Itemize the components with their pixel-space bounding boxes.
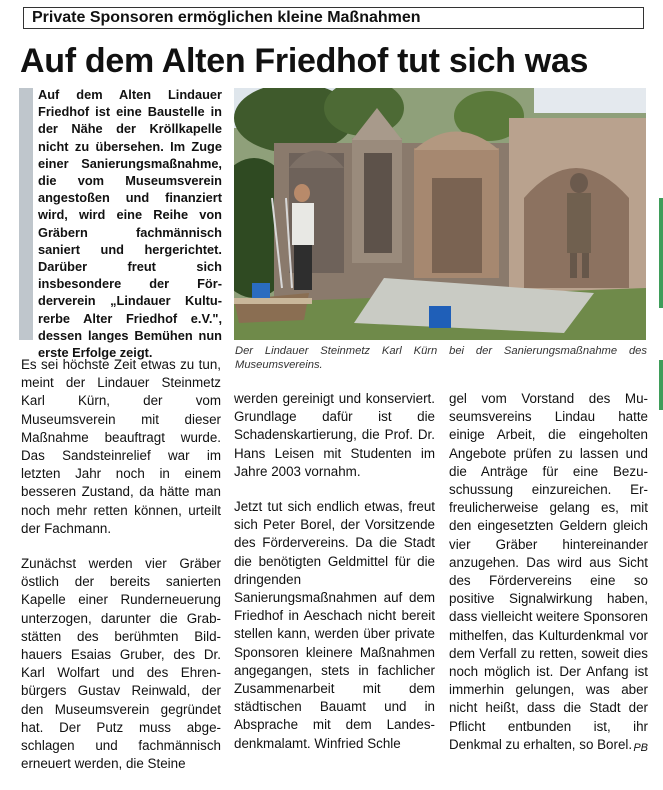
page-edge-marker	[659, 198, 663, 308]
body-column-3	[449, 390, 648, 757]
lead-paragraph: Auf dem Alten Lindauer Friedhof ist eine Baustelle in der Nähe der Kröllkapelle nicht zu übersehen. Im Zuge einer Sanierungsmaßnahme, die vom Museumsverein angestoßen und finanziert wird, wird eine Reihe von Gräbern fachmännisch saniert und hergerichtet. Darüber freut sich insbesondere der Förderverein „Lindauer Kulturerbe Alter Friedhof e.V.", dessen langes Bemühen nun erste Erfolge zeigt.	[38, 87, 222, 361]
lead-accent-bar	[19, 88, 33, 340]
headline: Auf dem Alten Friedhof tut sich was	[20, 42, 589, 80]
page-edge-marker	[659, 360, 663, 410]
col3-paragraph-1	[449, 390, 648, 754]
col2-paragraph-1: werden gereinigt und konserviert. Grundlage dafür ist die Schadenskartierung, die Prof. Dr. Hans Leisen mit Studenten im Jahre 2003 vornahm.	[234, 391, 435, 479]
author-initials: PB	[633, 741, 648, 754]
col3-text: gel vom Vorstand des Museumsvereins Lindau hatte einige Arbeit, die eingeholten Angebote prüfen zu lassen und die Anträge für eine Bezuschussung einzureichen. Erfreulicherweise gelang es, mit den eingesetzten Geldern gleich vier Gräber hintereinander anzugehen. Das wird aus Sicht des Fördervereins eine so positive Signalwirkung haben, dass vielleicht weitere Sponsoren mithelfen, das Kulturdenkmal vor dem Verfall zu retten, soweit dies noch möglich ist. Der Anfang ist immerhin gelungen, was aber nicht heißt, dass die Stadt der Pflicht entbunden ist, ihr Denkmal zu erhalten, so Borel.	[449, 391, 648, 752]
body-column-2	[234, 390, 435, 770]
photo-grave-restoration	[234, 88, 646, 340]
photo-caption: Der Lindauer Steinmetz Karl Kürn bei der Sanierungsmaßnahme des Museumsvereins.	[235, 345, 647, 371]
col2-paragraph-2: Jetzt tut sich endlich etwas, freut sich Peter Borel, der Vorsitzende des Fördervereins. Da die Stadt die benötigten Geldmittel für die dringenden Sanierungsmaßnahmen auf dem Friedhof in Aeschach nicht bereit stellen kann, werden über private Sponsoren kleinere Maßnahmen angegangen, stets in fachlicher Zusammenarbeit mit dem städtischen Bauamt und in Absprache mit dem Landesdenkmalamt. Winfried Schle	[234, 499, 435, 751]
col1-paragraph-2: Zunächst werden vier Gräber östlich der bereits sanierten Kapelle einer Runderneuerung unterzogen, darunter die Grabstätten des berühmten Bildhauers Esaias Gruber, des Dr. Karl Wolfart und des Ehrenbürgers Gustav Reinwald, der den Museumsverein gegründet hat. Der Putz muss abgeschlagen und fachmännisch erneuert werden, die Steine	[21, 556, 221, 772]
col1-paragraph-1: Es sei höchste Zeit etwas zu tun, meint der Lindauer Steinmetz Karl Kürn, der vom Museumsverein mit dieser Maßnahme beauftragt wurde. Das Sandsteinrelief war im letzten Jahr noch in einem besseren Zustand, da hätte man noch mehr retten können, urteilt der Fachmann.	[21, 357, 221, 536]
body-column-1	[21, 356, 221, 790]
kicker-text: Private Sponsoren ermöglichen kleine Maßnahmen	[32, 9, 421, 26]
kicker-box	[23, 7, 644, 29]
